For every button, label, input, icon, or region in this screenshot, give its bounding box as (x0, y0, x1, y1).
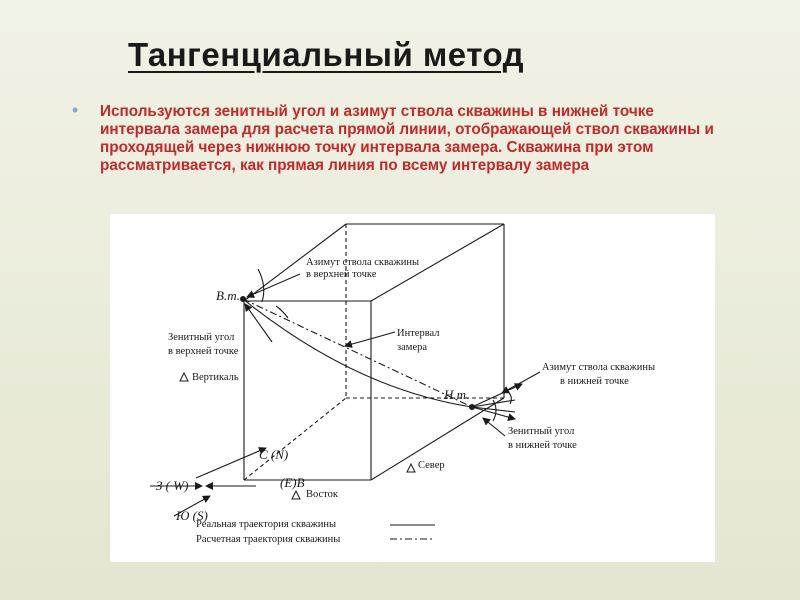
north-triangle-icon (407, 464, 415, 472)
azimuth-top-label-2: в верхней точке (306, 269, 377, 280)
zenith-top-arc (258, 269, 264, 302)
north-axis-arrow (196, 448, 266, 478)
zenith-top-arrow (245, 304, 272, 342)
box-hidden-bottom-left (244, 398, 346, 480)
axis-z-label: З ( W) (156, 478, 189, 493)
zenith-top-arc-2 (276, 306, 288, 318)
east-triangle-icon (292, 491, 300, 499)
zenith-top-label-2: в верхней точке (168, 346, 239, 357)
slide-title: Тангенциальный метод (128, 36, 525, 73)
azimuth-bottom-arrow-2 (502, 372, 540, 393)
axis-e-label: (Е)В (280, 475, 305, 490)
top-point-marker (240, 296, 246, 302)
axis-c-label: С (N) (259, 447, 289, 462)
legend-real-label: Реальная траектория скважины (196, 519, 337, 530)
zenith-bottom-label-2: в нижней точке (508, 440, 577, 451)
diagram-figure (110, 214, 715, 562)
north-label: Север (418, 460, 445, 471)
zenith-extension-line (472, 407, 515, 412)
interval-arrow (345, 332, 395, 346)
east-label: Восток (306, 489, 338, 500)
azimuth-bottom-arc (506, 390, 511, 404)
zenith-bottom-label-1: Зенитный угол (508, 426, 575, 437)
bullet-dot-icon: • (72, 100, 79, 120)
interval-label-1: Интервал (397, 328, 440, 339)
tangential-method-diagram (110, 214, 715, 562)
bottom-point-marker (469, 404, 475, 410)
bullet-text: Используются зенитный угол и азимут ствола скважины в нижней точке интервала замера для расчета прямой линии, отображающей ствол скважины и проходящей через нижнюю точку интервала замера. Скважина при этом рассматривается, как прямая линия по всему интервалу замера (100, 103, 714, 174)
vertical-triangle-icon (180, 373, 188, 381)
zenith-bottom-arrow-1 (472, 407, 515, 419)
azimuth-top-label-1: Азимут ствола скважины (306, 257, 420, 268)
azimuth-top-arrow (247, 274, 300, 297)
legend-calc-label: Расчетная траектория скважины (196, 534, 341, 545)
vertical-label: Вертикаль (192, 372, 239, 383)
top-point-label: В.т. (216, 288, 240, 303)
interval-label-2: замера (397, 342, 428, 353)
azimuth-bottom-label-2: в нижней точке (560, 376, 629, 387)
axis-yu-label: Ю (S) (176, 508, 208, 523)
zenith-bottom-arrow-2 (483, 418, 505, 436)
zenith-top-label-1: Зенитный угол (168, 332, 235, 343)
calculated-trajectory (243, 299, 472, 407)
bottom-point-label: Н.т. (444, 387, 470, 402)
bullet-item (72, 100, 732, 175)
azimuth-bottom-label-1: Азимут ствола скважины (542, 362, 656, 373)
azimuth-bottom-arrow-1 (472, 384, 522, 407)
